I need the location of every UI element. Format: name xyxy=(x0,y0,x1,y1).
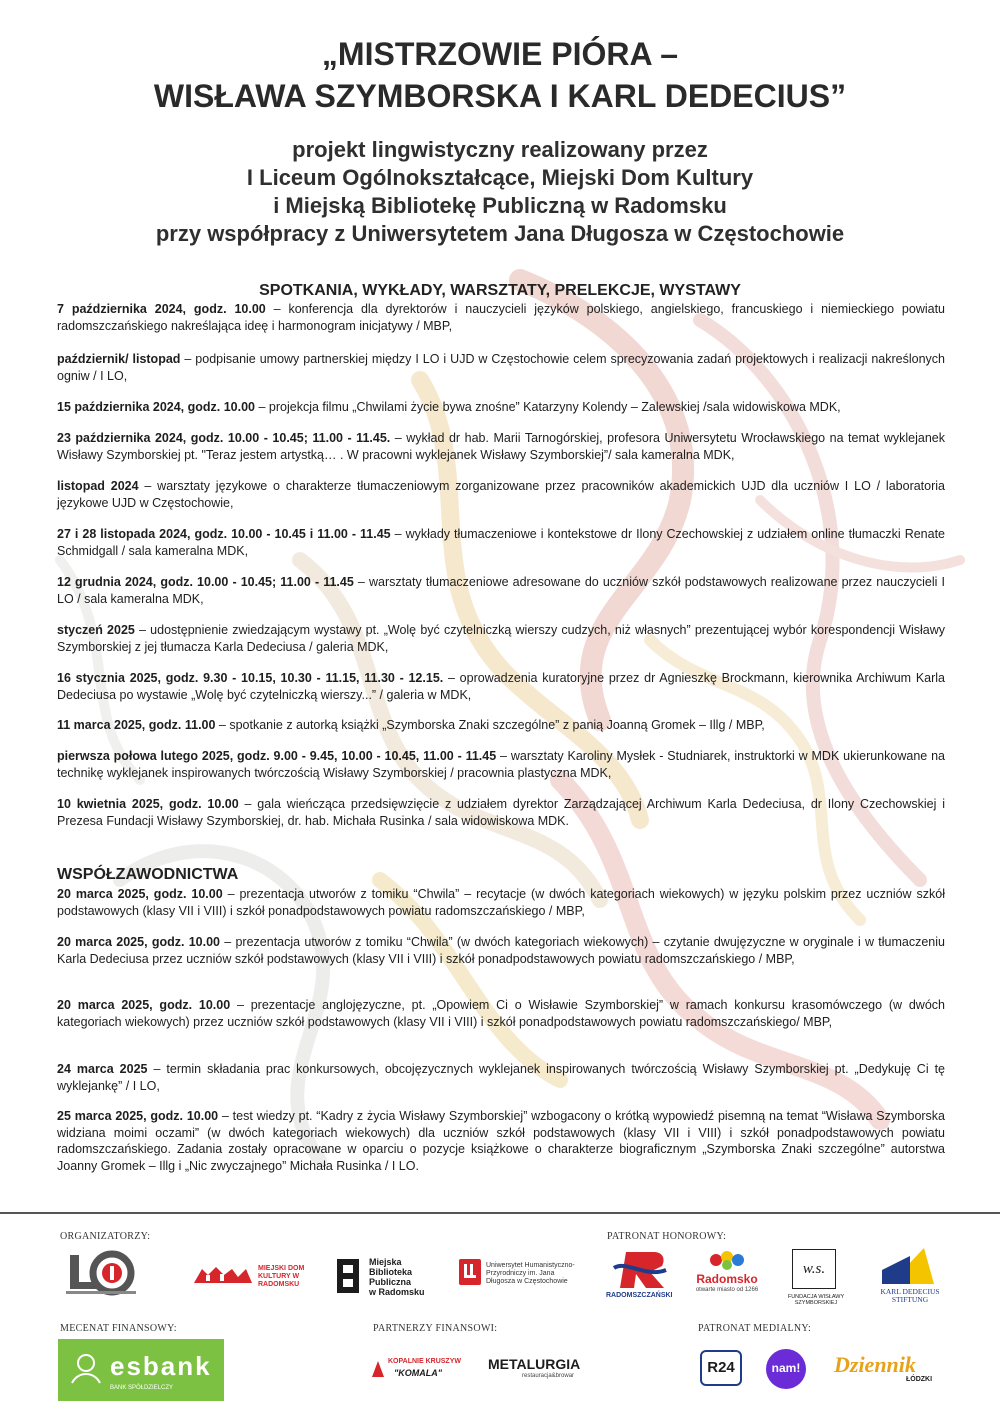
event-date: 12 grudnia 2024, godz. 10.00 - 10.45; 11.00 - 11.45 xyxy=(57,575,354,589)
main-title-line1: „MISTRZOWIE PIÓRA – xyxy=(321,36,679,72)
mbp-logo xyxy=(335,1257,435,1297)
event-date: 11 marca 2025, godz. 11.00 xyxy=(57,718,216,732)
subtitle-line4: przy współpracy z Uniwersytetem Jana Długosza w Częstochowie xyxy=(155,221,845,246)
nami-logo xyxy=(766,1349,806,1389)
competition-text: – termin składania prac konkursowych, obcojęzycznych wyklejanek inspirowanych twórczością Wisławy Szymborskiej pt. „Dedykuję Ci tę wyklejankę” / I LO, xyxy=(57,1062,945,1093)
esbank-name: esbank xyxy=(110,1351,212,1381)
event-text: – oprowadzenia kuratoryjne przez dr Agnieszkę Brockmann, kierownika Archiwum Karla Dedeciusa po wystawie „Wolę być czytelniczką wierszy...” / galeria w MDK, xyxy=(57,671,946,702)
subtitle-line1: projekt lingwistyczny realizowany przez xyxy=(292,137,708,162)
komala-text-line1: KOPALNIE KRUSZYW xyxy=(388,1358,461,1365)
event-text: – podpisanie umowy partnerskiej między I LO i UJD w Częstochowie celem sprecyzowania zadań projektowych i realizacji nakreślonych ogniw / I LO, xyxy=(57,352,945,383)
komala-logo xyxy=(370,1356,476,1382)
ujd-logo-text: Uniwersytet Humanistyczno-Przyrodniczy im. Jana Długosza w Częstochowie xyxy=(486,1262,575,1285)
competition-text: – prezentacje anglojęzyczne, pt. „Opowiem Ci o Wisławie Szymborskiej” w ramach konkursu krasomówczego (w dwóch kategoriach wiekowych) przez uczniów szkół podstawowych (klasy VII i VIII) i szkół ponadpodstawowych powiatu radomszczańskiego/ MBP, xyxy=(57,998,945,1029)
event-date: 16 stycznia 2025, godz. 9.30 - 10.15, 10.30 - 11.15, 11.30 - 12.15. xyxy=(57,671,444,685)
honorary-patronage-label: PATRONAT HONOROWY: xyxy=(607,1231,727,1242)
event-entry xyxy=(57,478,945,511)
event-entry xyxy=(57,399,945,416)
event-date: 10 kwietnia 2025, godz. 10.00 xyxy=(57,797,239,811)
event-date: 7 października 2024, godz. 10.00 xyxy=(57,302,266,316)
event-date: 15 października 2024, godz. 10.00 xyxy=(57,400,256,414)
competition-text: – test wiedzy pt. “Kadry z życia Wisławy Szymborskiej” wzbogacony o krótką wypowiedź pisemną na temat “Wisława Szymborska widziana moimi oczami” (w dwóch kategoriach wiekowych) dla uczniów szkół podstawowych (klasy VII i VIII) i szkół ponadpodstawowych powiatu radomszczańskiego. Zadania zostały opracowane w oparciu o pozycje książkowe o charakterze biograficznym „Szymborska Znaki szczególne” autorstwa Joanny Gromek – Illg i „Nic zwyczajnego” Michała Rusinka / I LO. xyxy=(57,1109,946,1173)
main-title-line2: WISŁAWA SZYMBORSKA I KARL DEDECIUS” xyxy=(153,78,847,114)
event-date: styczeń 2025 xyxy=(57,623,135,637)
competition-entry xyxy=(57,886,945,919)
sponsor-label: MECENAT FINANSOWY: xyxy=(60,1323,177,1334)
powiat-logo-text: RADOMSZCZAŃSKI xyxy=(606,1292,673,1299)
kds-text-line1: KARL DEDECIUS xyxy=(880,1287,940,1296)
competitions-heading: WSPÓŁZAWODNICTWA xyxy=(57,866,239,883)
event-text: – warsztaty językowe o charakterze tłumaczeniowym zorganizowane przez pracowników akademickich UJD dla uczniów I LO / laboratoria językowe UJD w Częstochowie, xyxy=(57,479,945,510)
competition-date: 20 marca 2025, godz. 10.00 xyxy=(57,935,220,949)
nami-text: nam! xyxy=(771,1361,801,1375)
event-date: listopad 2024 xyxy=(57,479,139,493)
lo-logo xyxy=(66,1249,136,1299)
event-text: – wykłady tłumaczeniowe i kontekstowe dr Ilony Czechowskiej z udziałem online tłumaczki Renate Schmidgall / sala kameralna MDK, xyxy=(57,527,945,558)
radomsko-logo-name: Radomsko xyxy=(696,1272,758,1286)
mbp-text-line2: Biblioteka xyxy=(369,1267,413,1277)
dziennik-text-line1: Dziennik xyxy=(834,1352,916,1377)
radomsko-logo xyxy=(694,1250,760,1300)
event-entry xyxy=(57,301,945,334)
competition-date: 20 marca 2025, godz. 10.00 xyxy=(57,998,231,1012)
r24-text: R24 xyxy=(707,1359,735,1376)
esbank-logo xyxy=(58,1339,224,1401)
ws-foundation-logo xyxy=(774,1249,858,1306)
competition-text: – prezentacja utworów z tomiku “Chwila” – recytacje (w dwóch kategoriach wiekowych) w języku polskim przez uczniów szkół podstawowych (klasy VII i VIII) i szkół ponadpodstawowych powiatu radomszczańskiego / MBP, xyxy=(57,887,945,918)
metalurgia-logo xyxy=(488,1356,581,1382)
kds-text-line2: STIFTUNG xyxy=(891,1295,929,1304)
mdk-logo xyxy=(192,1263,312,1287)
esbank-tagline: BANK SPÓŁDZIELCZY xyxy=(110,1385,174,1391)
event-date: 23 października 2024, godz. 10.00 - 10.45; 11.00 - 11.45. xyxy=(57,431,391,445)
kds-logo xyxy=(872,1244,948,1306)
competition-entry xyxy=(57,934,945,967)
dziennik-logo xyxy=(834,1352,944,1386)
events-heading: SPOTKANIA, WYKŁADY, WARSZTATY, PRELEKCJE, WYSTAWY xyxy=(259,282,741,299)
competition-entry xyxy=(57,1061,945,1094)
event-text: – spotkanie z autorką książki „Szymborska Znaki szczególne” z panią Joanną Gromek – Illg / MBP, xyxy=(215,718,765,732)
dziennik-text-line2: ŁÓDZKI xyxy=(906,1376,933,1383)
mbp-text-line4: w Radomsku xyxy=(369,1287,425,1297)
ws-foundation-mark: w.s. xyxy=(792,1249,836,1289)
komala-text-line2: "KOMALA" xyxy=(394,1368,443,1378)
media-patronage-label: PATRONAT MEDIALNY: xyxy=(698,1323,812,1334)
event-date: pierwsza połowa lutego 2025, godz. 9.00 - 9.45, 10.00 - 10.45, 11.00 - 11.45 xyxy=(57,749,497,763)
competition-date: 24 marca 2025 xyxy=(57,1062,148,1076)
event-text: – udostępnienie zwiedzającym wystawy pt. „Wolę być czytelniczką wierszy cudzych, niż własnych” prezentującej wybór korespondencji Wisławy Szymborskiej z jej tłumacza Karla Dedeciusa / galeria MDK, xyxy=(57,623,946,654)
event-text: – gala wieńcząca przedsięwzięcie z udziałem dyrektor Zarządzającej Archiwum Karla Dedeciusa, dr Ilony Czechowskiej i Prezesa Fundacji Wisławy Szymborskiej, dr. hab. Michała Rusinka / sala widowiskowa MDK. xyxy=(57,797,946,828)
metalurgia-tagline: restauracja&browar xyxy=(522,1373,575,1379)
event-text: – warsztaty tłumaczeniowe adresowane do uczniów szkół podstawowych realizowane przez nauczycieli I LO / sala kameralna MDK, xyxy=(57,575,945,606)
ws-foundation-text: FUNDACJA WISŁAWY SZYMBORSKIEJ xyxy=(787,1294,845,1306)
event-entry xyxy=(57,748,945,781)
mbp-text-line1: Miejska xyxy=(369,1257,402,1267)
event-entry xyxy=(57,622,945,655)
metalurgia-name: METALURGIA xyxy=(488,1356,581,1372)
event-entry xyxy=(57,717,945,734)
event-entry xyxy=(57,526,945,559)
mdk-logo-text: MIEJSKI DOM KULTURY W RADOMSKU xyxy=(258,1265,305,1288)
mbp-text-line3: Publiczna xyxy=(369,1277,412,1287)
powiat-logo xyxy=(606,1248,673,1302)
competition-date: 25 marca 2025, godz. 10.00 xyxy=(57,1109,219,1123)
event-text: – wykład dr hab. Marii Tarnogórskiej, profesora Uniwersytetu Wrocławskiego na temat wyklejanek Wisławy Szymborskiej pt. "Teraz jestem artystką… . W pracowni wyklejanek Wisławy Szymborskiej”/ sala kameralna MDK, xyxy=(57,431,945,462)
r24-logo xyxy=(700,1350,742,1386)
ujd-logo xyxy=(458,1258,578,1288)
subtitle-line2: I Liceum Ogólnokształcące, Miejski Dom Kultury xyxy=(246,165,754,190)
event-entry xyxy=(57,574,945,607)
event-text: – konferencja dla dyrektorów i nauczycieli języków polskiego, angielskiego, francuskiego i niemieckiego powiatu radomszczańskiego nakreślająca ideę i harmonogram inicjatywy / MBP, xyxy=(57,302,946,333)
competition-date: 20 marca 2025, godz. 10.00 xyxy=(57,887,223,901)
competition-text: – prezentacja utworów z tomiku “Chwila” (w dwóch kategoriach wiekowych) – czytanie dwujęzyczne w oryginale i w tłumaczeniu Karla Dedeciusa przez uczniów szkół podstawowych (klasy VII i VIII) i szkół ponadpodstawowych powiatu radomszczańskiego / MBP, xyxy=(57,935,945,966)
event-date: październik/ listopad xyxy=(57,352,181,366)
radomsko-logo-tagline: otwarte miasto od 1266 xyxy=(695,1287,759,1293)
event-text: – projekcja filmu „Chwilami życie bywa znośne” Katarzyny Kolendy – Zalewskiej /sala widowiskowa MDK, xyxy=(255,400,841,414)
competition-entry xyxy=(57,1108,945,1174)
event-entry xyxy=(57,796,945,829)
partners-label: PARTNERZY FINANSOWI: xyxy=(373,1323,498,1334)
event-text: – warsztaty Karoliny Mysłek - Studniarek, instruktorki w MDK ukierunkowane na technikę wyklejanek inspirowanych twórczością Wisławy Szymborskiej / pracownia plastyczna MDK, xyxy=(57,749,945,780)
subtitle-line3: i Miejską Bibliotekę Publiczną w Radomsku xyxy=(273,193,727,218)
competition-entry xyxy=(57,997,945,1030)
event-entry xyxy=(57,670,945,703)
event-entry xyxy=(57,351,945,384)
organizers-label: ORGANIZATORZY: xyxy=(60,1231,151,1242)
event-entry xyxy=(57,430,945,463)
event-date: 27 i 28 listopada 2024, godz. 10.00 - 10.45 i 11.00 - 11.45 xyxy=(57,527,391,541)
footer-divider xyxy=(0,1212,1000,1214)
